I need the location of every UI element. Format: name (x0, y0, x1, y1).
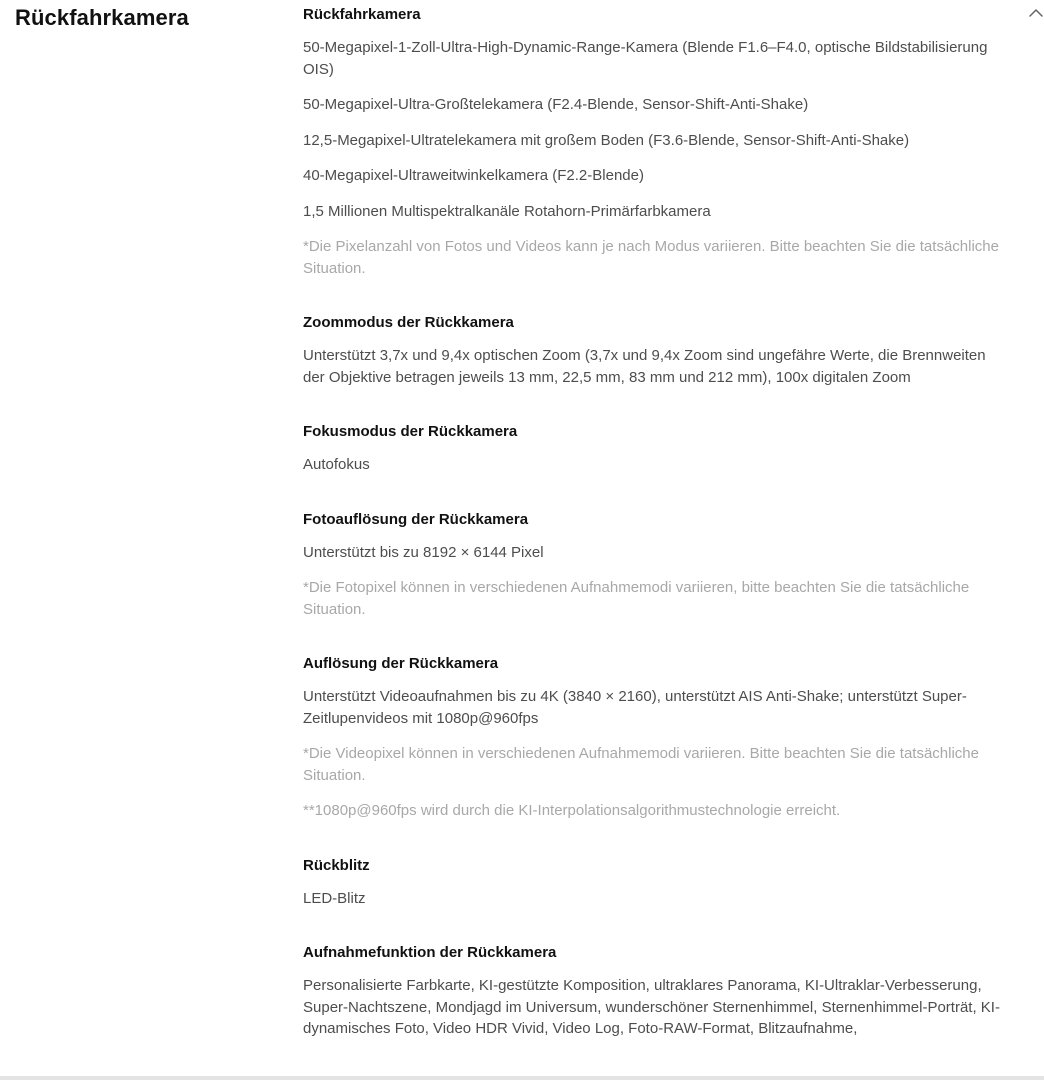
spec-block-title: Aufnahmefunktion der Rückkamera (303, 944, 557, 961)
bottom-scroll-edge (0, 1076, 1044, 1080)
spec-value: Autofokus (303, 456, 370, 473)
spec-block (303, 421, 1009, 476)
spec-block-title: Fokusmodus der Rückkamera (303, 423, 518, 440)
spec-block (303, 4, 1009, 279)
spec-block (303, 509, 1009, 621)
spec-block-title: Rückfahrkamera (303, 6, 421, 23)
spec-value: 1,5 Millionen Multispektralkanäle Rotahorn-Primärfarbkamera (303, 202, 711, 220)
spec-note: **1080p@960fps wird durch die KI-Interpolationsalgorithmustechnologie erreicht. (303, 802, 841, 819)
spec-value: Unterstützt Videoaufnahmen bis zu 4K (3840 × 2160), unterstützt AIS Anti-Shake; unterstützt Super-Zeitlupenvideos mit 1080p@960fps (303, 688, 967, 727)
spec-block-title: Auflösung der Rückkamera (303, 655, 499, 672)
spec-block (303, 942, 1009, 1040)
spec-note: *Die Videopixel können in verschiedenen Aufnahmemodi variieren. Bitte beachten Sie die tatsächliche Situation. (303, 745, 979, 784)
spec-value: 50-Megapixel-Ultra-Großtelekamera (F2.4-Blende, Sensor-Shift-Anti-Shake) (303, 96, 809, 113)
spec-value: Unterstützt bis zu 8192 × 6144 Pixel (303, 543, 544, 561)
spec-block-title: Rückblitz (303, 856, 370, 874)
spec-note: *Die Pixelanzahl von Fotos und Videos kann je nach Modus variieren. Bitte beachten Sie die tatsächliche Situation. (303, 238, 999, 277)
spec-block (303, 312, 1009, 388)
section-heading: Rückfahrkamera (15, 5, 189, 30)
spec-value: 50-Megapixel-1-Zoll-Ultra-High-Dynamic-Range-Kamera (Blende F1.6–F4.0, optische Bildstabilisierung OIS) (303, 39, 988, 78)
spec-value: Unterstützt 3,7x und 9,4x optischen Zoom (3,7x und 9,4x Zoom sind ungefähre Werte, die Brennweiten der Objektive betragen jeweils 13 mm, 22,5 mm, 83 mm und 212 mm), 100x digitalen Zoom (303, 347, 986, 386)
collapse-button[interactable] (1028, 6, 1044, 20)
spec-block (303, 653, 1009, 822)
spec-content (303, 4, 1009, 1073)
spec-value: Personalisierte Farbkarte, KI-gestützte Komposition, ultraklares Panorama, KI-Ultraklar-Verbesserung, Super-Nachtszene, Mondjagd im Universum, wunderschöner Sternenhimmel, Sternenhimmel-Porträt, KI-dynamisches Foto, Video HDR Vivid, Video Log, Foto-RAW-Format, Blitzaufnahme, (303, 977, 1000, 1037)
spec-value: 12,5-Megapixel-Ultratelekamera mit großem Boden (F3.6-Blende, Sensor-Shift-Anti-Shake) (303, 131, 910, 149)
spec-value: LED-Blitz (303, 889, 366, 907)
spec-block-title: Fotoauflösung der Rückkamera (303, 510, 529, 528)
chevron-up-icon[interactable] (1028, 6, 1044, 20)
spec-note: *Die Fotopixel können in verschiedenen Aufnahmemodi variieren, bitte beachten Sie die tatsächliche Situation. (303, 579, 970, 618)
spec-block (303, 855, 1009, 910)
spec-block-title: Zoommodus der Rückkamera (303, 314, 514, 331)
spec-value: 40-Megapixel-Ultraweitwinkelkamera (F2.2-Blende) (303, 167, 644, 184)
